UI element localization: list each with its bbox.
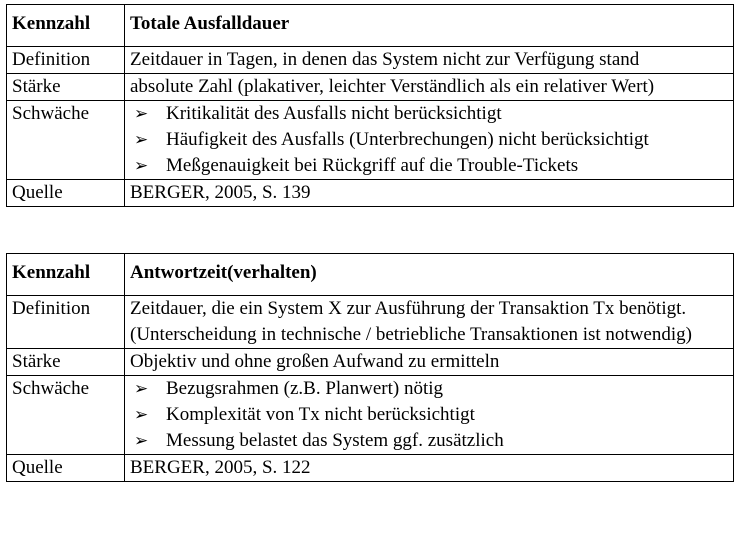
- strength-text: Objektiv und ohne großen Aufwand zu ermitteln: [125, 349, 734, 376]
- list-item: [130, 127, 728, 153]
- strength-row: [7, 349, 734, 376]
- list-item: [130, 101, 728, 127]
- weakness-label: Schwäche: [7, 101, 125, 180]
- strength-label: Stärke: [7, 74, 125, 101]
- source-row: [7, 180, 734, 207]
- weakness-list-cell: [125, 376, 734, 455]
- definition-line: Zeitdauer, die ein System X zur Ausführung der Transaktion Tx benötigt.: [130, 298, 687, 319]
- weakness-text: Komplexität von Tx nicht berücksichtigt: [166, 404, 475, 425]
- weakness-text: Messung belastet das System ggf. zusätzlich: [166, 430, 504, 451]
- definition-text: [125, 296, 734, 349]
- weakness-text: Meßgenauigkeit bei Rückgriff auf die Trouble-Tickets: [166, 155, 579, 176]
- weakness-row: [7, 376, 734, 455]
- arrow-bullet-icon: ➢: [134, 431, 149, 451]
- weakness-list-cell: [125, 101, 734, 180]
- table-header-row: [7, 5, 734, 47]
- strength-text: absolute Zahl (plakativer, leichter Verständlich als ein relativer Wert): [125, 74, 734, 101]
- weakness-text: Kritikalität des Ausfalls nicht berücksichtigt: [166, 103, 502, 124]
- definition-label: Definition: [7, 296, 125, 349]
- definition-label: Definition: [7, 47, 125, 74]
- weakness-text: Bezugsrahmen (z.B. Planwert) nötig: [166, 378, 444, 399]
- arrow-bullet-icon: ➢: [134, 405, 149, 425]
- kpi-table-totale-ausfalldauer: [6, 4, 734, 207]
- kpi-table-antwortzeit: [6, 253, 734, 482]
- source-text: BERGER, 2005, S. 122: [125, 455, 734, 482]
- source-label: Quelle: [7, 455, 125, 482]
- source-row: [7, 455, 734, 482]
- list-item: [130, 376, 728, 402]
- definition-line: Zeitdauer in Tagen, in denen das System nicht zur Verfügung stand: [130, 49, 640, 70]
- list-item: [130, 153, 728, 179]
- definition-row: [7, 47, 734, 74]
- source-text: BERGER, 2005, S. 139: [125, 180, 734, 207]
- list-item: [130, 428, 728, 454]
- table-header-row: [7, 254, 734, 296]
- header-label: Kennzahl: [7, 5, 125, 47]
- definition-line: (Unterscheidung in technische / betriebliche Transaktionen ist notwendig): [130, 324, 692, 345]
- arrow-bullet-icon: ➢: [134, 130, 149, 150]
- definition-row: [7, 296, 734, 349]
- header-label: Kennzahl: [7, 254, 125, 296]
- strength-label: Stärke: [7, 349, 125, 376]
- weakness-label: Schwäche: [7, 376, 125, 455]
- header-value: Totale Ausfalldauer: [125, 5, 734, 47]
- weakness-list: [130, 101, 728, 179]
- arrow-bullet-icon: ➢: [134, 104, 149, 124]
- weakness-text: Häufigkeit des Ausfalls (Unterbrechungen) nicht berücksichtigt: [166, 129, 649, 150]
- strength-row: [7, 74, 734, 101]
- weakness-row: [7, 101, 734, 180]
- header-value: Antwortzeit(verhalten): [125, 254, 734, 296]
- arrow-bullet-icon: ➢: [134, 379, 149, 399]
- definition-text: [125, 47, 734, 74]
- list-item: [130, 402, 728, 428]
- arrow-bullet-icon: ➢: [134, 156, 149, 176]
- weakness-list: [130, 376, 728, 454]
- source-label: Quelle: [7, 180, 125, 207]
